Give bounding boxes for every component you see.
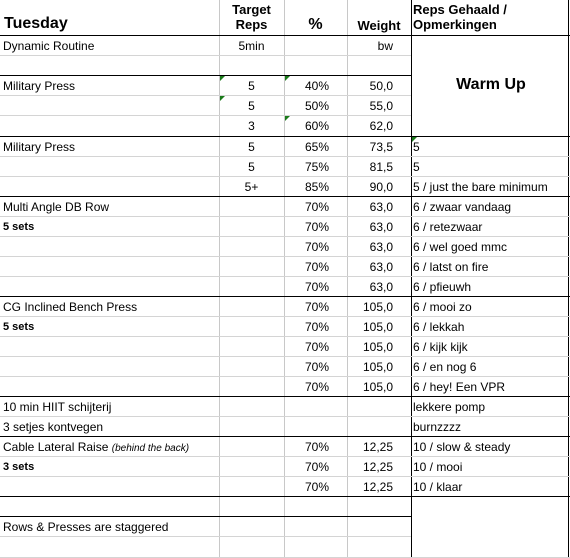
cell-notes[interactable]: 10 / mooi [413, 460, 463, 474]
column-divider [411, 0, 412, 558]
header-reps-done[interactable]: Reps Gehaald / Opmerkingen [413, 2, 507, 32]
cell-reps[interactable] [220, 237, 283, 257]
cell-pct[interactable]: 70% [304, 320, 329, 334]
cell-exercise[interactable]: 5 sets [3, 321, 35, 333]
cell-weight[interactable]: 105,0 [362, 320, 393, 334]
cell-exercise[interactable]: 3 setjes kontvegen [3, 420, 104, 434]
cell-exercise[interactable]: CG Inclined Bench Press [3, 300, 138, 314]
cell-notes[interactable]: 6 / pfieuwh [413, 280, 472, 294]
warmup-label[interactable]: Warm Up [456, 76, 526, 93]
cell-weight[interactable]: 50,0 [369, 79, 393, 93]
cell-weight[interactable]: 12,25 [362, 480, 393, 494]
cell-pct[interactable]: 70% [304, 280, 329, 294]
cell-weight[interactable]: 12,25 [362, 440, 393, 454]
cell-reps[interactable]: 5min [238, 39, 265, 53]
cell-weight[interactable] [346, 397, 393, 417]
cell-pct[interactable]: 70% [304, 240, 329, 254]
cell-weight[interactable]: 63,0 [369, 240, 393, 254]
cell-notes[interactable]: 5 [413, 140, 420, 154]
cell-exercise-text: Cable Lateral Raise [3, 440, 109, 454]
cell-exercise[interactable]: Military Press [3, 79, 76, 93]
cell-reps[interactable] [220, 257, 283, 277]
cell-weight[interactable] [346, 497, 393, 517]
cell-reps[interactable] [220, 317, 283, 337]
cell-exercise[interactable]: Multi Angle DB Row [3, 200, 110, 214]
cell-exercise[interactable]: 5 sets [3, 221, 35, 233]
cell-weight[interactable]: 63,0 [369, 280, 393, 294]
cell-notes[interactable]: 6 / retezwaar [413, 220, 483, 234]
cell-notes[interactable]: 5 [413, 160, 420, 174]
cell-pct[interactable]: 70% [304, 380, 329, 394]
cell-weight[interactable]: 73,5 [369, 140, 393, 154]
cell-notes[interactable]: 6 / hey! Een VPR [413, 380, 506, 394]
cell-notes[interactable]: 5 / just the bare minimum [413, 180, 548, 194]
cell-exercise[interactable]: Dynamic Routine [3, 39, 95, 53]
column-divider [568, 0, 569, 558]
cell-pct[interactable]: 70% [304, 300, 329, 314]
cell-weight[interactable]: 62,0 [369, 119, 393, 133]
cell-pct[interactable]: 70% [304, 440, 329, 454]
cell-weight[interactable]: 105,0 [362, 340, 393, 354]
cell-pct[interactable]: 70% [304, 220, 329, 234]
cell-weight[interactable]: 105,0 [362, 300, 393, 314]
cell-reps[interactable] [220, 517, 283, 537]
cell-pct[interactable]: 70% [304, 200, 329, 214]
cell-weight[interactable]: 55,0 [369, 99, 393, 113]
cell-reps[interactable] [220, 217, 283, 237]
cell-reps[interactable]: 5 [248, 140, 255, 154]
cell-reps[interactable]: 3 [248, 119, 255, 133]
cell-weight[interactable] [346, 56, 393, 76]
cell-reps[interactable] [220, 197, 283, 217]
cell-pct[interactable] [284, 36, 329, 56]
cell-reps[interactable] [220, 437, 283, 457]
cell-pct[interactable] [284, 417, 329, 437]
cell-pct[interactable]: 70% [304, 340, 329, 354]
cell-weight[interactable]: 105,0 [362, 360, 393, 374]
cell-reps[interactable] [220, 297, 283, 317]
cell-weight[interactable]: 63,0 [369, 260, 393, 274]
cell-weight[interactable] [346, 417, 393, 437]
cell-pct[interactable]: 75% [304, 160, 329, 174]
cell-pct[interactable]: 50% [304, 99, 329, 113]
cell-reps[interactable] [220, 477, 283, 497]
cell-pct[interactable]: 60% [304, 119, 329, 133]
cell-exercise[interactable]: 10 min HIIT schijterij [3, 400, 112, 414]
cell-reps[interactable] [220, 277, 283, 297]
cell-pct[interactable] [284, 497, 329, 517]
cell-reps[interactable] [220, 497, 283, 517]
day-title[interactable]: Tuesday [4, 15, 68, 32]
cell-reps[interactable] [220, 417, 283, 437]
cell-exercise[interactable]: Rows & Presses are staggered [3, 520, 169, 534]
cell-weight[interactable]: 81,5 [369, 160, 393, 174]
cell-notes[interactable]: 6 / mooi zo [413, 300, 472, 314]
cell-exercise[interactable]: 3 sets [3, 461, 35, 473]
cell-notes[interactable]: 6 / zwaar vandaag [413, 200, 512, 214]
cell-notes[interactable]: 6 / wel goed mmc [413, 240, 508, 254]
cell-notes[interactable]: 10 / slow & steady [413, 440, 511, 454]
cable-note: (behind the back) [111, 443, 190, 454]
cell-pct[interactable]: 70% [304, 480, 329, 494]
cell-notes[interactable]: 6 / lekkah [413, 320, 465, 334]
cell-weight[interactable]: 105,0 [362, 380, 393, 394]
cell-reps[interactable] [220, 377, 283, 397]
cell-reps[interactable]: 5 [248, 99, 255, 113]
cell-reps[interactable]: 5+ [244, 180, 259, 194]
cell-exercise[interactable]: Military Press [3, 140, 76, 154]
cell-notes[interactable]: 10 / klaar [413, 480, 463, 494]
cell-notes[interactable]: 6 / latst on fire [413, 260, 489, 274]
cell-notes[interactable]: 6 / kijk kijk [413, 340, 468, 354]
cell-reps[interactable]: 5 [248, 79, 255, 93]
cell-weight[interactable]: 63,0 [369, 200, 393, 214]
cell-notes[interactable]: lekkere pomp [413, 400, 486, 414]
cell-notes[interactable]: 6 / en nog 6 [413, 360, 477, 374]
cell-reps[interactable] [220, 56, 283, 76]
header-percent[interactable]: % [308, 16, 323, 33]
cell-pct[interactable]: 70% [304, 260, 329, 274]
cell-reps[interactable] [220, 337, 283, 357]
cell-pct[interactable]: 70% [304, 460, 329, 474]
header-target-reps[interactable]: Target Reps [232, 2, 271, 32]
cell-pct[interactable]: 70% [304, 360, 329, 374]
cell-notes[interactable]: burnzzzz [413, 420, 462, 434]
cell-reps[interactable] [220, 397, 283, 417]
header-weight[interactable]: Weight [357, 18, 401, 33]
cell-reps[interactable] [220, 457, 283, 477]
cell-pct[interactable] [284, 56, 329, 76]
cell-pct[interactable]: 65% [304, 140, 329, 154]
cell-weight[interactable]: 12,25 [362, 460, 393, 474]
cell-pct[interactable] [284, 397, 329, 417]
cell-weight[interactable]: 90,0 [369, 180, 393, 194]
cell-reps[interactable] [220, 357, 283, 377]
cell-pct[interactable] [284, 517, 329, 537]
cell-weight[interactable]: bw [377, 39, 393, 53]
cell-weight[interactable] [346, 517, 393, 537]
cell-weight[interactable]: 63,0 [369, 220, 393, 234]
cell-pct[interactable]: 85% [304, 180, 329, 194]
cell-reps[interactable]: 5 [248, 160, 255, 174]
cell-exercise[interactable] [3, 437, 189, 457]
cell-pct[interactable]: 40% [304, 79, 329, 93]
